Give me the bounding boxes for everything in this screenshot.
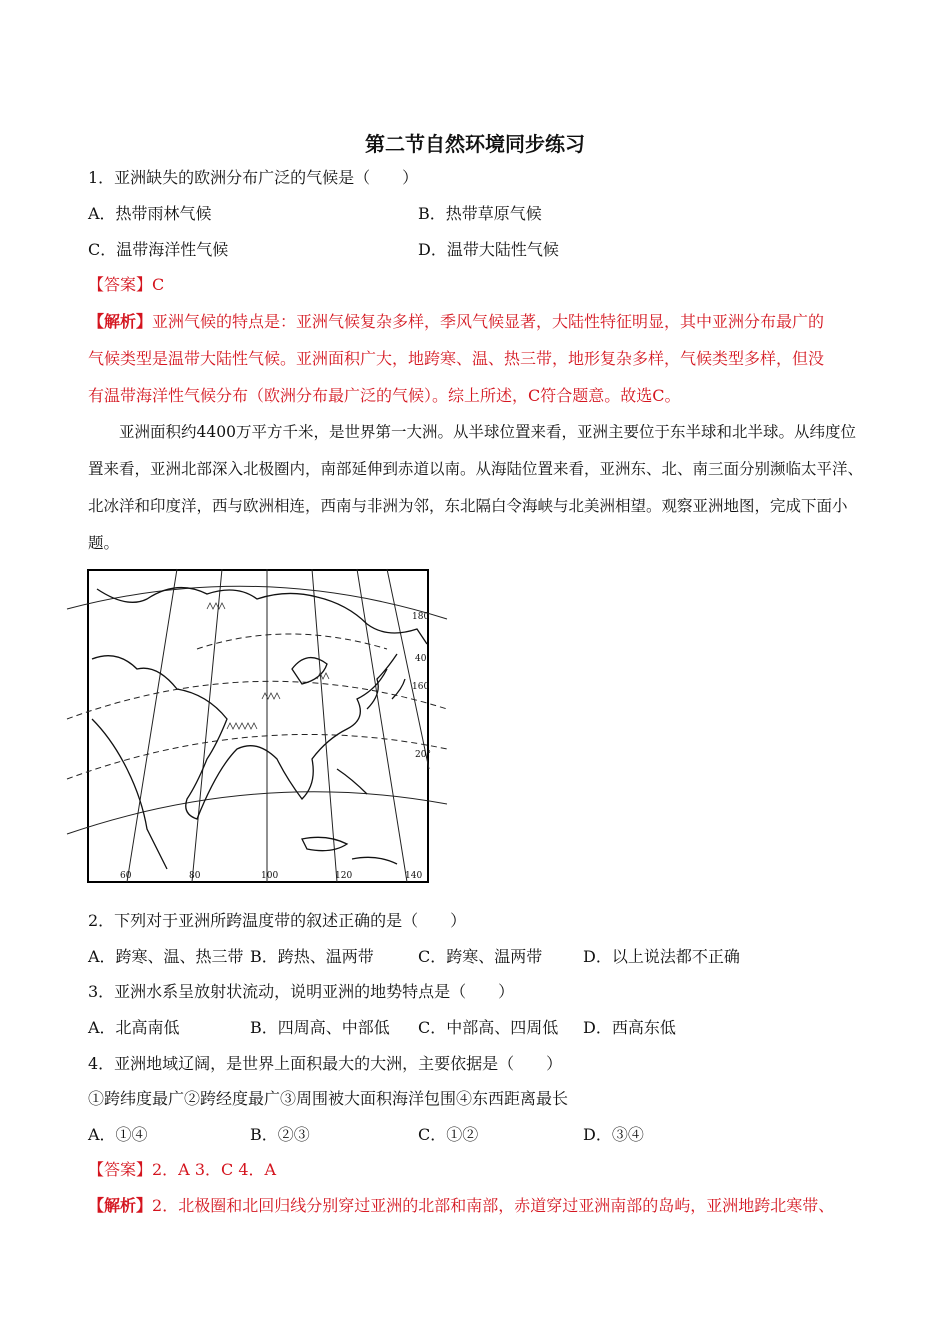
q1-explanation-line-3: 有温带海洋性气候分布（欧洲分布最广泛的气候）。综上所述，C符合题意。故选C。	[88, 386, 681, 405]
q2-option-c: C．跨寒、温两带	[418, 947, 543, 966]
asia-map	[87, 569, 429, 883]
q4-option-d: D．③④	[583, 1125, 644, 1144]
label-140: 140	[405, 871, 423, 881]
label-60: 60	[120, 871, 132, 881]
q2-option-d: D．以上说法都不正确	[583, 947, 740, 966]
label-80: 80	[189, 871, 201, 881]
q1-option-a: A．热带雨林气候	[88, 204, 212, 223]
q1-option-c: C．温带海洋性气候	[88, 240, 229, 259]
label-160: 160	[412, 682, 430, 692]
q4-option-c: C．①②	[418, 1125, 479, 1144]
q4-option-b: B．②③	[250, 1125, 310, 1144]
q1-explanation-line-1	[88, 312, 824, 332]
q4-stem: 4．亚洲地域辽阔，是世界上面积最大的大洲，主要依据是（ ）	[88, 1054, 563, 1073]
page-title: 第二节自然环境同步练习	[365, 132, 585, 156]
q1-answer: 【答案】C	[88, 275, 165, 294]
q1-stem: 1．亚洲缺失的欧洲分布广泛的气候是（ ）	[88, 168, 419, 187]
reading-passage: 亚洲面积约4400万平方千米，是世界第一大洲。从半球位置来看，亚洲主要位于东半球和北半球。从纬度位置来看，亚洲北部深入北极圈内，南部延伸到赤道以南。从海陆位置来看，亚洲东、北、南三面分别濒临太平洋、北冰洋和印度洋，西与欧洲相连，西南与非洲为邻，东北隔白令海峡与北美洲相望。观察亚洲地图，完成下面小题。	[88, 423, 864, 552]
q1-explanation-text-1: 亚洲气候的特点是：亚洲气候复杂多样，季风气候显著，大陆性特征明显，其中亚洲分布最广的	[152, 312, 825, 331]
label-40: 40	[415, 654, 427, 664]
explanation2-line-1	[88, 1196, 834, 1216]
q2-option-b: B．跨热、温两带	[250, 947, 374, 966]
q1-explanation-line-2: 气候类型是温带大陆性气候。亚洲面积广大，地跨寒、温、热三带，地形复杂多样，气候类型多样，但没	[88, 349, 825, 368]
q3-option-b: B．四周高、中部低	[250, 1018, 390, 1037]
answers-2-4: 【答案】2．A 3．C 4．A	[88, 1160, 277, 1179]
label-100: 100	[261, 871, 279, 881]
q3-option-c: C．中部高、四周低	[418, 1018, 559, 1037]
map-frame	[88, 570, 428, 882]
q2-option-a: A．跨寒、温、热三带	[88, 947, 244, 966]
label-180: 180	[412, 612, 430, 622]
label-120: 120	[335, 871, 353, 881]
q1-option-b: B．热带草原气候	[418, 204, 542, 223]
explanation-label: 【解析】	[88, 1196, 153, 1215]
q3-option-a: A．北高南低	[88, 1018, 180, 1037]
q1-option-d: D．温带大陆性气候	[418, 240, 559, 259]
q3-option-d: D．西高东低	[583, 1018, 676, 1037]
explanation-label: 【解析】	[88, 312, 153, 331]
q4-option-a: A．①④	[88, 1125, 148, 1144]
q2-stem: 2．下列对于亚洲所跨温度带的叙述正确的是（ ）	[88, 911, 467, 930]
q4-items: ①跨纬度最广②跨经度最广③周围被大面积海洋包围④东西距离最长	[88, 1089, 569, 1108]
explanation2-text-1: 2．北极圈和北回归线分别穿过亚洲的北部和南部，赤道穿过亚洲南部的岛屿，亚洲地跨北寒带、	[152, 1196, 835, 1215]
q3-stem: 3．亚洲水系呈放射状流动，说明亚洲的地势特点是（ ）	[88, 982, 515, 1001]
label-20: 20°	[415, 750, 431, 760]
